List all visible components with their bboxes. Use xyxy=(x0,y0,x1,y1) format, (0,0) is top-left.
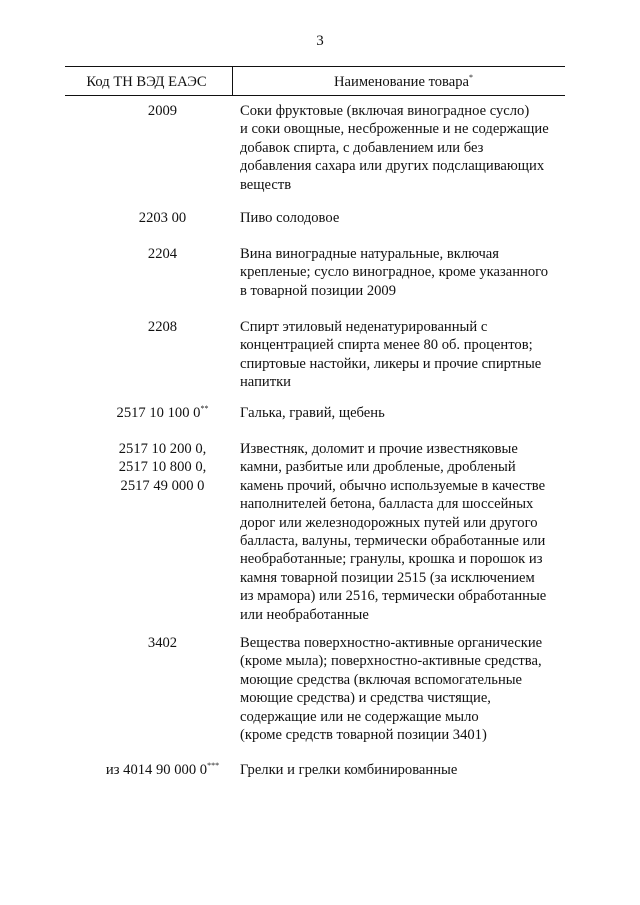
commodity-code xyxy=(65,209,260,227)
commodity-code xyxy=(65,245,260,263)
name-line: Спирт этиловый неденатурированный с xyxy=(240,319,488,335)
product-name xyxy=(240,440,585,624)
code-line: 3402 xyxy=(147,635,178,651)
name-line: Галька, гравий, щебень xyxy=(240,405,385,421)
commodity-code xyxy=(65,318,260,336)
name-line: добавления сахара или других подслащивающих xyxy=(240,158,545,175)
table-header xyxy=(65,66,565,96)
name-line: из мрамора) или 2516, термически обработанные xyxy=(240,588,547,605)
name-line: концентрацией спирта менее 80 об. процентов; xyxy=(240,337,533,354)
name-line: моющие средства (включая вспомогательные xyxy=(240,671,523,688)
name-line: наполнителей бетона, балласта для шоссейных xyxy=(240,496,534,513)
name-line: Пиво солодовое xyxy=(240,210,340,226)
header-name-text: Наименование товара xyxy=(334,74,469,90)
code-line: 2517 10 200 0, xyxy=(118,441,207,457)
name-line: (кроме средств товарной позиции 3401) xyxy=(240,727,487,744)
name-line: дорог или железнодорожных путей или другого xyxy=(240,514,538,531)
name-line: балласта, валуны, термически обработанные или xyxy=(240,533,546,550)
header-footnote-mark: * xyxy=(469,73,473,82)
code-line: 2208 xyxy=(147,319,178,335)
header-code-label: Код ТН ВЭД ЕАЭС xyxy=(86,74,207,90)
code-line: из 4014 90 000 0*** xyxy=(105,761,220,778)
product-name xyxy=(240,634,585,744)
name-line: моющие средства) и средства чистящие, xyxy=(240,690,491,707)
page-number: 3 xyxy=(316,33,324,49)
name-line: (кроме мыла); поверхностно-активные средства, xyxy=(240,653,542,670)
code-line: 2517 10 100 0** xyxy=(116,404,209,421)
commodity-code xyxy=(65,761,260,779)
product-name xyxy=(240,102,585,194)
name-line: или необработанные xyxy=(240,606,369,623)
code-line: 2517 49 000 0 xyxy=(120,477,205,494)
name-line: крепленые; сусло виноградное, кроме указанного xyxy=(240,264,549,281)
name-line: спиртовые настойки, ликеры и прочие спиртные xyxy=(240,355,542,372)
name-line: Вина виноградные натуральные, включая xyxy=(240,246,499,262)
footnote-mark: ** xyxy=(200,404,209,413)
commodity-code xyxy=(65,102,260,120)
name-line: Известняк, доломит и прочие известняковые xyxy=(240,441,518,457)
header-separator xyxy=(232,67,233,95)
footnote-mark: *** xyxy=(207,761,220,770)
name-line: напитки xyxy=(240,374,291,391)
name-line: камни, разбитые или дробленые, дробленый xyxy=(240,459,516,476)
name-line: Соки фруктовые (включая виноградное сусло) xyxy=(240,103,530,119)
product-name xyxy=(240,761,585,779)
commodity-code xyxy=(65,440,260,495)
name-line: в товарной позиции 2009 xyxy=(240,282,397,299)
product-name xyxy=(240,318,585,392)
name-line: камня товарной позиции 2515 (за исключением xyxy=(240,569,535,586)
code-line: 2009 xyxy=(147,103,178,119)
name-line: и соки овощные, несброженные и не содержащие xyxy=(240,121,549,138)
name-line: веществ xyxy=(240,176,292,193)
name-line: Грелки и грелки комбинированные xyxy=(240,762,458,778)
product-name xyxy=(240,404,585,422)
code-line: 2203 00 xyxy=(138,210,187,226)
name-line: камень прочий, обычно используемые в качестве xyxy=(240,477,546,494)
product-name xyxy=(240,245,585,300)
commodity-code xyxy=(65,634,260,652)
name-line: Вещества поверхностно-активные органические xyxy=(240,635,543,651)
code-line: 2517 10 800 0, xyxy=(118,459,207,476)
name-line: содержащие или не содержащие мыло xyxy=(240,708,479,725)
header-name-label xyxy=(242,73,565,91)
name-line: необработанные; гранулы, крошка и порошок из xyxy=(240,551,543,568)
product-name xyxy=(240,209,585,227)
code-line: 2204 xyxy=(147,246,178,262)
commodity-code xyxy=(65,404,260,422)
name-line: добавок спирта, с добавлением или без xyxy=(240,139,484,156)
